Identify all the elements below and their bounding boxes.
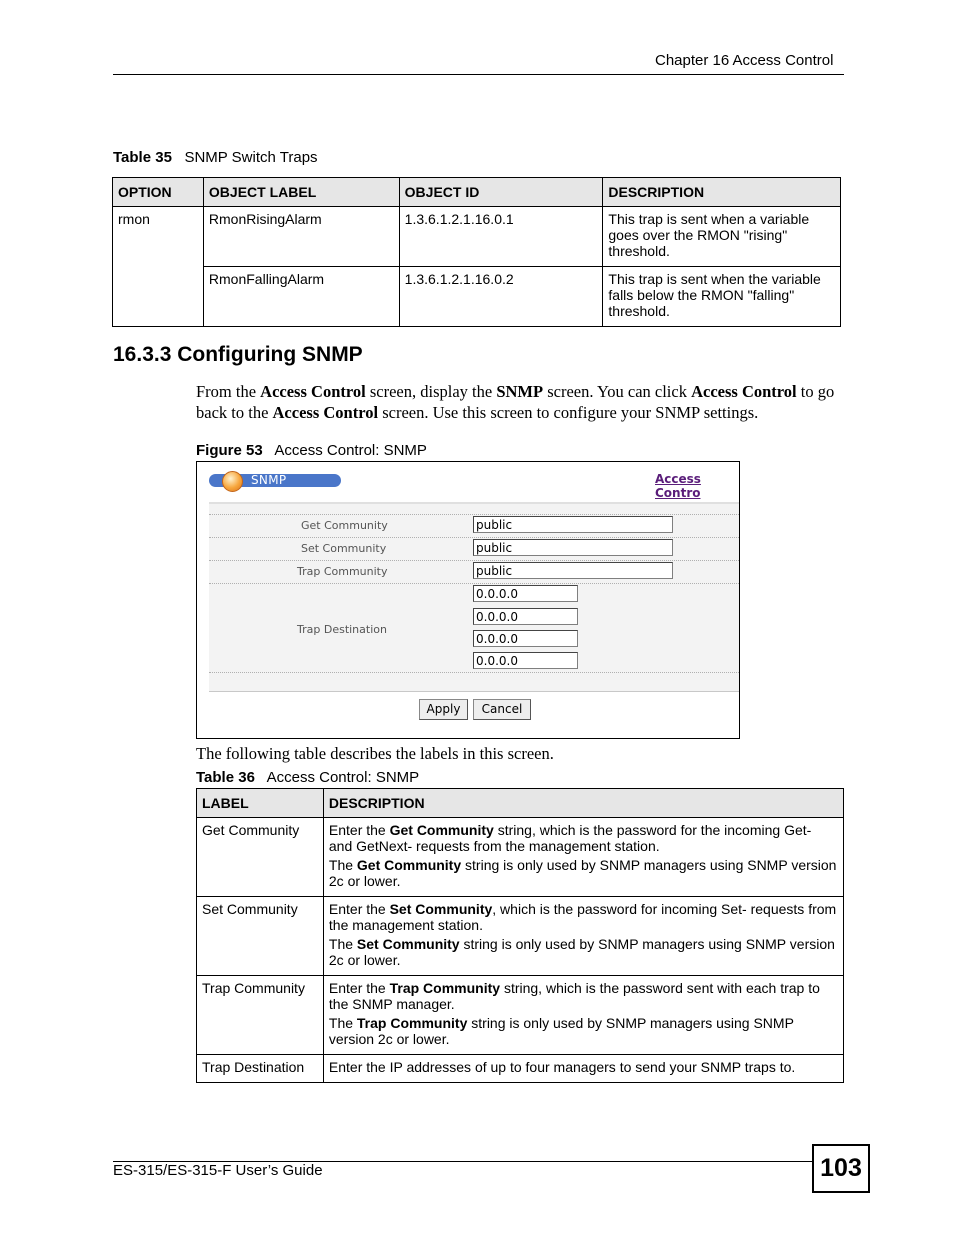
- table35: [112, 177, 841, 327]
- figure-caption-num: Figure 53: [196, 442, 263, 459]
- table35-col-option: OPTION: [113, 178, 204, 207]
- header-rule: [113, 74, 844, 75]
- para-text: screen, display the: [365, 382, 497, 401]
- para-bold: Access Control: [260, 382, 366, 401]
- table36-label-cell: Set Community: [197, 897, 324, 976]
- table-row: [197, 897, 844, 976]
- table36-header-row: [197, 789, 844, 818]
- table36-label-cell: Get Community: [197, 818, 324, 897]
- trap-destination-input-3[interactable]: 0.0.0.0: [473, 630, 578, 647]
- access-control-link[interactable]: Access Contro: [655, 472, 701, 500]
- snmp-tab: [209, 474, 341, 487]
- desc-text: , which is the password for incoming Set- requests from the management station.: [328, 901, 837, 933]
- table36-desc-cell: [323, 897, 843, 976]
- table-row: [113, 207, 841, 267]
- trap-destination-input-4[interactable]: 0.0.0.0: [473, 652, 578, 669]
- trap-destination-input-2[interactable]: 0.0.0.0: [473, 608, 578, 625]
- footer-guide-title: ES-315/ES-315-F User’s Guide: [113, 1162, 323, 1179]
- figure-caption-title: Access Control: SNMP: [274, 442, 427, 459]
- desc-text: string is only used by SNMP managers using SNMP version 2c or lower.: [328, 1015, 794, 1047]
- desc-text: Enter the: [328, 901, 390, 917]
- table36-desc-cell: [323, 1055, 843, 1083]
- table36-desc-cell: [323, 818, 843, 897]
- desc-bold: Set Community: [356, 936, 460, 952]
- desc-text: Enter the: [328, 980, 390, 996]
- section-paragraph: [196, 381, 844, 423]
- table35-desc-cell: [603, 267, 841, 327]
- desc-text: string is only used by SNMP managers using SNMP version 2c or lower.: [328, 857, 837, 889]
- desc-bold: Trap Community: [389, 980, 501, 996]
- trap-community-input[interactable]: public: [473, 562, 673, 579]
- table35-col-object-id: OBJECT ID: [399, 178, 603, 207]
- table-row: [197, 976, 844, 1055]
- table36-caption: [196, 769, 419, 786]
- para-text: to go back to the: [196, 382, 835, 422]
- desc-text: string is only used by SNMP managers using SNMP version 2c or lower.: [328, 936, 835, 968]
- para-text: screen. Use this screen to configure your SNMP settings.: [378, 403, 759, 422]
- row-divider: [209, 514, 739, 515]
- desc-paragraph: [329, 857, 838, 889]
- table-row: [197, 818, 844, 897]
- button-divider: [209, 691, 739, 692]
- set-community-label: Set Community: [301, 542, 387, 555]
- trap-destination-input-1[interactable]: 0.0.0.0: [473, 585, 578, 602]
- table35-label-cell: RmonRisingAlarm: [203, 207, 399, 267]
- desc-paragraph: [329, 1015, 838, 1047]
- table35-id-cell: 1.3.6.1.2.1.16.0.1: [399, 207, 603, 267]
- table36-col-label: LABEL: [197, 789, 324, 818]
- table36-label-cell: Trap Community: [197, 976, 324, 1055]
- trap-destination-label: Trap Destination: [297, 623, 387, 636]
- row-divider: [209, 537, 739, 538]
- table35-desc-text: This trap is sent when the variable falls below the RMON "falling" threshold.: [608, 271, 821, 319]
- desc-bold: Trap Community: [356, 1015, 468, 1031]
- desc-paragraph: Enter the IP addresses of up to four managers to send your SNMP traps to.: [328, 1059, 796, 1075]
- desc-paragraph: [329, 822, 838, 854]
- snmp-tab-label: SNMP: [251, 473, 287, 487]
- table-row: [113, 267, 841, 327]
- table-row: [197, 1055, 844, 1083]
- table36-caption-num: Table 36: [196, 769, 255, 786]
- desc-bold: Set Community: [389, 901, 493, 917]
- desc-text: The: [328, 857, 357, 873]
- desc-paragraph: [329, 980, 838, 1012]
- table36-desc-cell: [323, 976, 843, 1055]
- desc-paragraph: [329, 936, 838, 968]
- row-divider: [209, 672, 739, 673]
- table35-desc-text: This trap is sent when a variable goes over the RMON "rising" threshold.: [608, 211, 810, 259]
- table35-col-description: DESCRIPTION: [603, 178, 841, 207]
- row-divider: [209, 583, 739, 584]
- para-text: screen. You can click: [543, 382, 692, 401]
- desc-text: string, which is the password for the incoming Get- and GetNext- requests from the management station.: [328, 822, 812, 854]
- get-community-input[interactable]: public: [473, 516, 673, 533]
- para-text: From the: [196, 382, 261, 401]
- table35-caption-title: SNMP Switch Traps: [184, 149, 318, 166]
- desc-text: string, which is the password sent with each trap to the SNMP manager.: [328, 980, 820, 1012]
- set-community-input[interactable]: public: [473, 539, 673, 556]
- desc-text: The: [328, 936, 357, 952]
- apply-button[interactable]: Apply: [419, 699, 468, 720]
- table35-caption: [113, 149, 318, 166]
- table35-option-cell: rmon: [113, 207, 204, 327]
- table35-id-cell: 1.3.6.1.2.1.16.0.2: [399, 267, 603, 327]
- desc-text: Enter the: [328, 822, 390, 838]
- chapter-header: Chapter 16 Access Control: [655, 52, 834, 69]
- figure-caption: [196, 442, 427, 459]
- table35-label-cell: RmonFallingAlarm: [203, 267, 399, 327]
- orb-icon: [222, 471, 243, 492]
- table36-caption-title: Access Control: SNMP: [266, 769, 420, 786]
- para-bold: SNMP: [496, 382, 544, 401]
- following-text: The following table describes the labels in this screen.: [196, 744, 554, 763]
- table35-header-row: [113, 178, 841, 207]
- table35-desc-cell: [603, 207, 841, 267]
- trap-community-label: Trap Community: [297, 565, 388, 578]
- para-bold: Access Control: [272, 403, 379, 422]
- table36-label-cell: Trap Destination: [197, 1055, 324, 1083]
- page-number: 103: [812, 1144, 870, 1193]
- get-community-label: Get Community: [301, 519, 388, 532]
- table35-col-object-label: OBJECT LABEL: [203, 178, 399, 207]
- section-title: 16.3.3 Configuring SNMP: [113, 343, 363, 366]
- desc-text: The: [328, 1015, 357, 1031]
- desc-bold: Get Community: [356, 857, 462, 873]
- desc-paragraph: [329, 901, 838, 933]
- snmp-screenshot: [196, 461, 740, 739]
- para-bold: Access Control: [691, 382, 797, 401]
- table36: [196, 788, 844, 1083]
- table35-caption-num: Table 35: [113, 149, 172, 166]
- desc-bold: Get Community: [389, 822, 494, 838]
- row-divider: [209, 560, 739, 561]
- table36-col-description: DESCRIPTION: [323, 789, 843, 818]
- cancel-button[interactable]: Cancel: [473, 699, 531, 720]
